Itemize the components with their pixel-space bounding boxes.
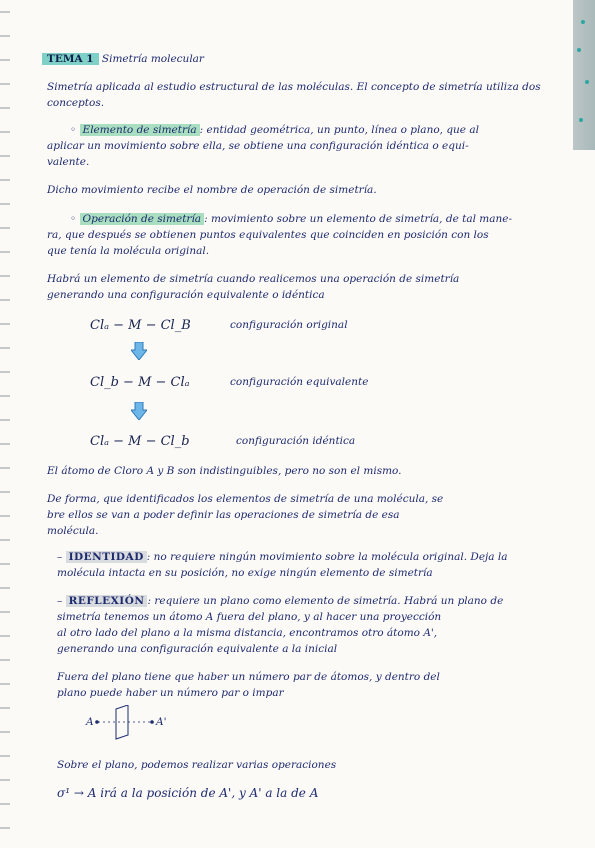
atomo-paragraph: El átomo de Cloro A y B son indistinguibles, pero no son el mismo. bbox=[47, 465, 402, 477]
atom-a-label: A bbox=[86, 716, 94, 728]
arrow-right-icon: → bbox=[73, 786, 84, 800]
dicho-paragraph: Dicho movimiento recibe el nombre de operación de simetría. bbox=[47, 184, 377, 196]
intro-paragraph: Simetría aplicada al estudio estructural de las moléculas. El concepto de simetría utiliza dos conceptos. bbox=[47, 81, 541, 109]
fuera-line-2: plano puede haber un número par o impar bbox=[57, 687, 284, 699]
title-text: Simetría molecular bbox=[101, 53, 204, 65]
operacion-line-2: ra, que después se obtienen puntos equivalentes que coinciden en posición con los bbox=[47, 229, 489, 241]
operacion-term: Operación de simetría bbox=[80, 213, 205, 225]
identidad-line-2: molécula intacta en su posición, no exige ningún elemento de simetría bbox=[57, 567, 433, 579]
identidad-term: IDENTIDAD bbox=[66, 551, 147, 563]
sigma-line bbox=[57, 786, 318, 802]
config-formula-1: Clₐ − M − Cl_B bbox=[90, 318, 191, 333]
fuera-line-1: Fuera del plano tiene que haber un número par de átomos, y dentro del bbox=[57, 671, 440, 683]
title-tag: TEMA 1 bbox=[42, 53, 99, 65]
config-label-3: configuración idéntica bbox=[236, 435, 356, 447]
elemento-line-3: valente. bbox=[47, 156, 90, 168]
down-arrow-icon bbox=[131, 402, 147, 420]
reflection-plane-diagram bbox=[86, 705, 176, 741]
habra-line-1: Habrá un elemento de simetría cuando realicemos una operación de simetría bbox=[47, 273, 460, 285]
notebook-spiral-edge bbox=[0, 0, 10, 848]
reflexion-line-2: simetría tenemos un átomo A fuera del plano, y al hacer una proyección bbox=[57, 611, 442, 623]
page-title bbox=[42, 52, 204, 68]
identidad-line-1: – IDENTIDAD : no requiere ningún movimiento sobre la molécula original. Deja la bbox=[57, 551, 508, 563]
sigma-symbol: σ¹ bbox=[57, 786, 71, 800]
operacion-line-3: que tenía la molécula original. bbox=[47, 245, 210, 257]
page-tab-marker bbox=[573, 0, 595, 150]
config-label-2: configuración equivalente bbox=[230, 376, 369, 388]
elemento-line-2: aplicar un movimiento sobre ella, se obtiene una configuración idéntica o equi- bbox=[47, 140, 469, 152]
sigma-text: A irá a la posición de A', y A' a la de A bbox=[87, 786, 319, 800]
down-arrow-icon bbox=[131, 342, 147, 360]
config-label-1: configuración original bbox=[230, 319, 348, 331]
operacion-line-1: ◦ Operación de simetría : movimiento sobre un elemento de simetría, de tal mane- bbox=[70, 213, 513, 225]
config-formula-2: Cl_b − M − Clₐ bbox=[90, 375, 190, 390]
reflexion-line-3: al otro lado del plano a la misma distancia, encontramos otro átomo A', bbox=[57, 627, 438, 639]
reflexion-term: REFLEXIÓN bbox=[66, 595, 148, 607]
habra-line-2: generando una configuración equivalente o idéntica bbox=[47, 289, 325, 301]
config-formula-3: Clₐ − M − Cl_b bbox=[90, 434, 190, 449]
deforma-line-1: De forma, que identificados los elementos de simetría de una molécula, se bbox=[47, 493, 444, 505]
deforma-line-3: molécula. bbox=[47, 525, 99, 537]
elemento-term: Elemento de simetría bbox=[80, 124, 200, 136]
deforma-line-2: bre ellos se van a poder definir las operaciones de simetría de esa bbox=[47, 509, 400, 521]
reflexion-line-1: – REFLEXIÓN : requiere un plano como elemento de simetría. Habrá un plano de bbox=[57, 595, 504, 607]
atom-a-prime-label: A' bbox=[156, 716, 167, 728]
elemento-line-1: ◦ Elemento de simetría : entidad geométrica, un punto, línea o plano, que al bbox=[70, 124, 479, 136]
sobre-paragraph: Sobre el plano, podemos realizar varias operaciones bbox=[57, 759, 337, 771]
reflexion-line-4: generando una configuración equivalente a la inicial bbox=[57, 643, 338, 655]
